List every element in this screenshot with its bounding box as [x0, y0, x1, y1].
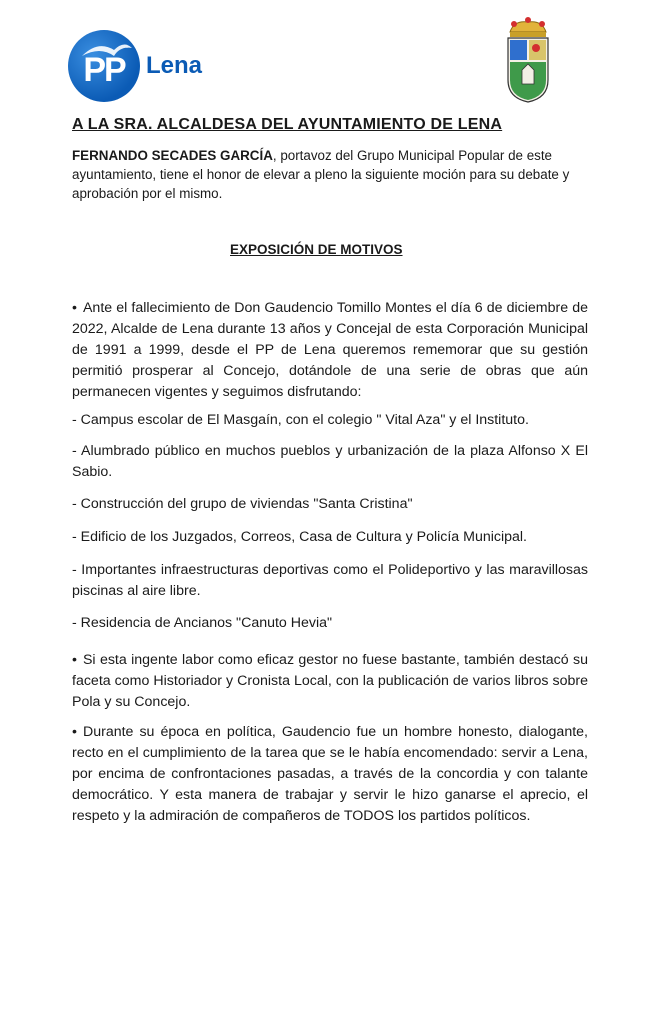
paragraph-politics: • Durante su época en política, Gaudencio fue un hombre honesto, dialogante, recto en el cumplimiento de la tarea que se le había encomendado: servir a Lena, por encima de confrontaciones pasadas, a través de la concordia y con talante democrático. Y esta manera de trabajar y servir le hizo ganarse el aprecio, el respeto y la admiración de compañeros de TODOS los partidos políticos.	[72, 722, 588, 827]
intro-paragraph	[72, 146, 588, 203]
works-item-residence: - Residencia de Ancianos "Canuto Hevia"	[72, 615, 333, 631]
author-name: FERNANDO SECADES GARCÍA	[72, 148, 273, 163]
works-item-buildings: - Edificio de los Juzgados, Correos, Casa de Cultura y Policía Municipal.	[72, 529, 527, 545]
paragraph-historian: • Si esta ingente labor como eficaz gestor no fuese bastante, también destacó su faceta como Historiador y Cronista Local, con la publicación de varios libros sobre Pola y su Concejo.	[72, 650, 588, 713]
logo-party-text: PP	[83, 50, 125, 89]
pp-logo-icon	[68, 30, 140, 102]
works-item-housing: - Construcción del grupo de viviendas "Santa Cristina"	[72, 496, 413, 512]
works-item-lighting: - Alumbrado público en muchos pueblos y urbanización de la plaza Alfonso X El Sabio.	[72, 443, 588, 480]
intro-text: , portavoz del Grupo Municipal Popular de este ayuntamiento, tiene el honor de elevar a pleno la siguiente moción para su debate y aprobación por el mismo.	[72, 148, 570, 201]
pp-lena-logo	[68, 30, 202, 102]
works-item-sports: - Importantes infraestructuras deportivas como el Polideportivo y las maravillosas piscinas al aire libre.	[72, 562, 588, 599]
pp-logo-gull	[68, 30, 140, 102]
section-title: EXPOSICIÓN DE MOTIVOS	[230, 242, 403, 257]
logo-town-text: Lena	[146, 52, 203, 79]
paragraph-tribute: • Ante el fallecimiento de Don Gaudencio Tomillo Montes el día 6 de diciembre de 2022, Alcalde de Lena durante 13 años y Concejal de esta Corporación Municipal de 1991 a 1999, desde el PP de Lena queremos rememorar que su gestión permitió prosperar al Concejo, dotándole de una serie de obras que aún permanecen vigentes y seguimos disfrutando:	[72, 298, 588, 403]
works-item-campus: - Campus escolar de El Masgaín, con el colegio " Vital Aza" y el Instituto.	[72, 412, 529, 428]
coat-of-arms-icon	[500, 14, 556, 104]
addressee-heading: A LA SRA. ALCALDESA DEL AYUNTAMIENTO DE LENA	[72, 116, 503, 133]
